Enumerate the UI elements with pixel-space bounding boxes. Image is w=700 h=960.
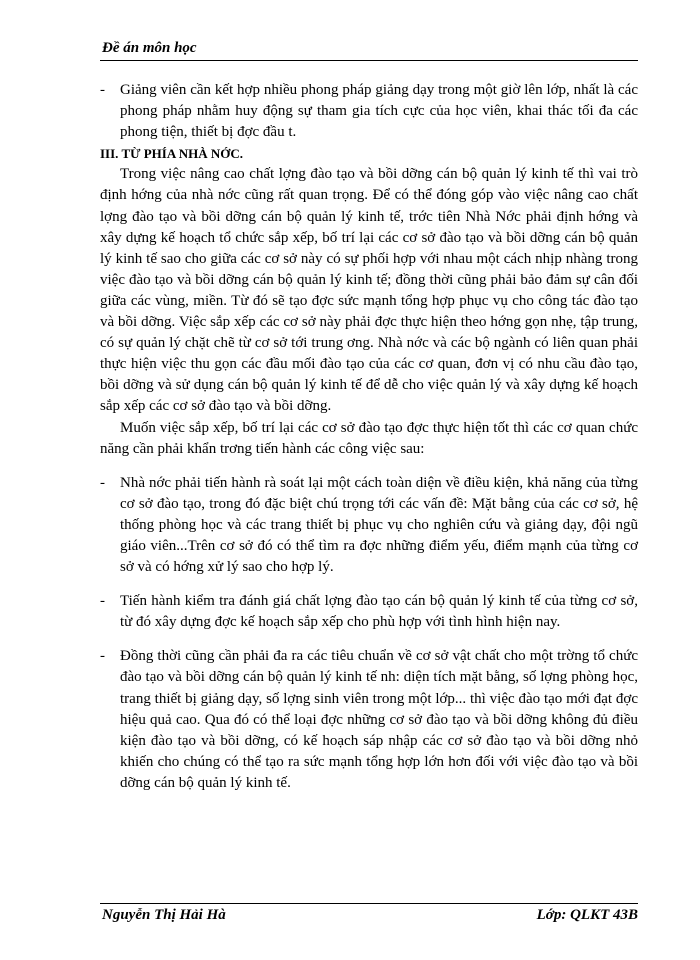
page-footer <box>100 903 638 923</box>
section-heading: III. TỪ PHÍA NHÀ NỚC. <box>100 146 244 162</box>
bullet-text: Đồng thời cũng cần phải đa ra các tiêu chuẩn về cơ sở vật chất cho một trờng tổ chức đào tạo và bồi dỡng cán bộ quản lý kinh tế nh: diện tích mặt bằng, số lợng phòng học, trang thiết bị giảng dạy, số lợng sinh viên trong một lớp... thì việc đào tạo mới đạt đợc hiệu quả cao. Qua đó có thể loại đợc những cơ sở đào tạo và bồi dỡng không đủ điều kiện đào tạo và bồi dỡng, có kế hoạch sáp nhập các cơ sở đào tạo và bồi dỡng nhỏ khiến cho chúng có thể tạo ra sức mạnh tổng hợp lớn hơn đối với việc đào tạo và bồi dỡng cán bộ quản lý kinh tế. <box>120 648 638 791</box>
list-item <box>100 473 638 578</box>
bullet-text: Nhà nớc phải tiến hành rà soát lại một cách toàn diện về điều kiện, khả năng của từng cơ sở đào tạo, trong đó đặc biệt chú trọng tới các vấn đề: Mặt bằng của các cơ sở, hệ thống phòng học và các trang thiết bị phục vụ cho nghiên cứu và giảng dạy, đội ngũ giáo viên...Trên cơ sở đó có thể tìm ra đợc những điểm yếu, điểm mạnh của từng cơ sở và có hớng xử lý sao cho hợp lý. <box>120 474 638 576</box>
footer-class: Lớp: QLKT 43B <box>536 907 638 923</box>
page-header <box>100 40 638 61</box>
list-item <box>100 646 638 794</box>
paragraph: Trong việc nâng cao chất lợng đào tạo và bồi dỡng cán bộ quản lý kinh tế thì vai trò định hớng của nhà nớc cũng rất quan trọng. Để có thể đóng góp vào việc nâng cao chất lợng đào tạo và bồi dỡng cán bộ quản lý kinh tế, trớc tiên Nhà Nớc phải định hớng và xây dựng kế hoạch tổ chức sắp xếp, bố trí lại các cơ sở đào tạo và bồi dỡng cán bộ quản lý kinh tế sao cho giữa các cơ sở này có sự phối hợp với nhau một cách nhịp nhàng trong việc đào tạo và bồi dỡng cán bộ quản lý kinh tế; đồng thời cũng phải bảo đảm sự cân đối giữa các vùng, miền. Từ đó sẽ tạo đợc sức mạnh tổng hợp phục vụ cho công tác đào tạo và bồi dỡng. Việc sắp xếp các cơ sở này phải đợc thực hiện theo hớng gọn nhẹ, tập trung, có sự quản lý chặt chẽ từ cơ sở tới trung ơng. Nhà nớc và các bộ ngành có liên quan phải thực hiện việc thu gọn các đầu mối đào tạo của các cơ quan, đơn vị có nhu cầu đào tạo, bồi dỡng và sử dụng cán bộ quản lý kinh tế để dễ cho việc quản lý và xây dựng kế hoạch sắp xếp các cơ sở đào tạo và bồi dỡng. <box>100 166 638 415</box>
list-item <box>100 591 638 633</box>
bullet-dash: - <box>100 648 105 665</box>
bullet-dash: - <box>100 82 105 98</box>
paragraph: Muốn việc sắp xếp, bố trí lại các cơ sở đào tạo đợc thực hiện tốt thì các cơ quan chức năng cần phải khẩn trơng tiến hành các công việc sau: <box>100 419 638 457</box>
page-content <box>100 80 638 794</box>
footer-author: Nguyễn Thị Hải Hà <box>102 907 226 923</box>
bullet-dash: - <box>100 593 105 610</box>
bullet-dash: - <box>100 474 105 491</box>
bullet-text: Giảng viên cần kết hợp nhiều phong pháp giảng dạy trong một giờ lên lớp, nhất là các phong pháp nhằm huy động sự tham gia tích cực của học viên, khai thác tối đa các phong tiện, thiết bị đợc đầu t. <box>120 82 638 141</box>
list-item <box>100 80 638 143</box>
header-title: Đề án môn học <box>102 40 197 56</box>
bullet-text: Tiến hành kiểm tra đánh giá chất lợng đào tạo cán bộ quản lý kinh tế của từng cơ sở, từ đó xây dựng đợc kế hoạch sắp xếp cho phù hợp với tình hình hiện nay. <box>120 593 638 631</box>
